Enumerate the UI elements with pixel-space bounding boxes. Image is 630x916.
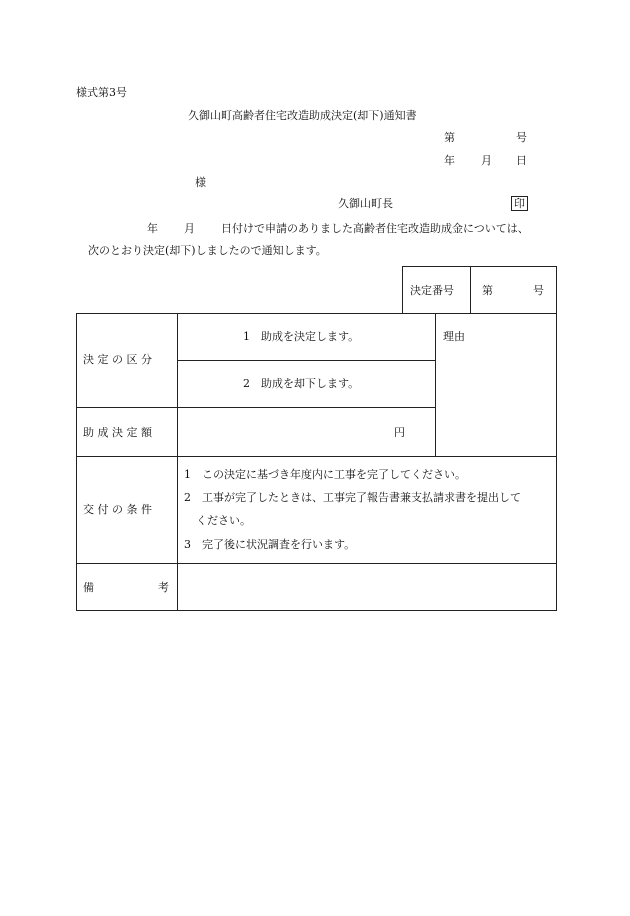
category-label: 決 定 の 区 分 (83, 353, 152, 366)
body-line-1: 日付けで申請のありました高齢者住宅改造助成金については、 (221, 222, 529, 235)
issuer-name: 久御山町長 (338, 197, 393, 210)
document-title: 久御山町高齢者住宅改造助成決定(却下)通知書 (188, 109, 417, 122)
decision-number-suffix: 号 (533, 284, 544, 297)
conditions-row-divider (76, 563, 557, 564)
remarks-label-right: 考 (158, 581, 169, 594)
category-row-divider (76, 407, 435, 408)
body-line-2: 次のとおり決定(却下)しましたので通知します。 (88, 244, 327, 257)
decision-number-prefix: 第 (482, 284, 493, 297)
amount-label: 助 成 決 定 額 (83, 426, 152, 439)
seal-mark: 印 (511, 196, 528, 211)
reason-label: 理由 (443, 330, 465, 343)
addressee-suffix: 様 (195, 176, 206, 189)
option-reject: 2 助成を却下します。 (243, 377, 360, 390)
option-divider (177, 360, 435, 361)
amount-unit: 円 (394, 426, 405, 439)
label-column-divider (177, 313, 178, 611)
condition-item: 3 完了後に状況調査を行います。 (184, 538, 356, 551)
decision-number-label: 決定番号 (410, 284, 454, 297)
reason-column-divider (435, 313, 436, 456)
remarks-label-left: 備 (83, 581, 94, 594)
body-year: 年 (147, 222, 158, 235)
condition-item: 2 工事が完了したときは、工事完了報告書兼支払請求書を提出して (184, 491, 521, 504)
date-day: 日 (516, 154, 527, 167)
doc-number-prefix: 第 (444, 131, 455, 144)
form-number: 様式第3号 (76, 86, 127, 99)
doc-number-suffix: 号 (516, 131, 527, 144)
date-year: 年 (444, 154, 455, 167)
condition-item-continued: ください。 (196, 514, 251, 527)
body-month: 月 (184, 222, 195, 235)
amount-row-divider (76, 456, 557, 457)
conditions-label: 交 付 の 条 件 (83, 503, 152, 516)
date-month: 月 (481, 154, 492, 167)
option-approve: 1 助成を決定します。 (243, 330, 360, 343)
decision-number-divider (470, 266, 471, 314)
condition-item: 1 この決定に基づき年度内に工事を完了してください。 (184, 468, 466, 481)
